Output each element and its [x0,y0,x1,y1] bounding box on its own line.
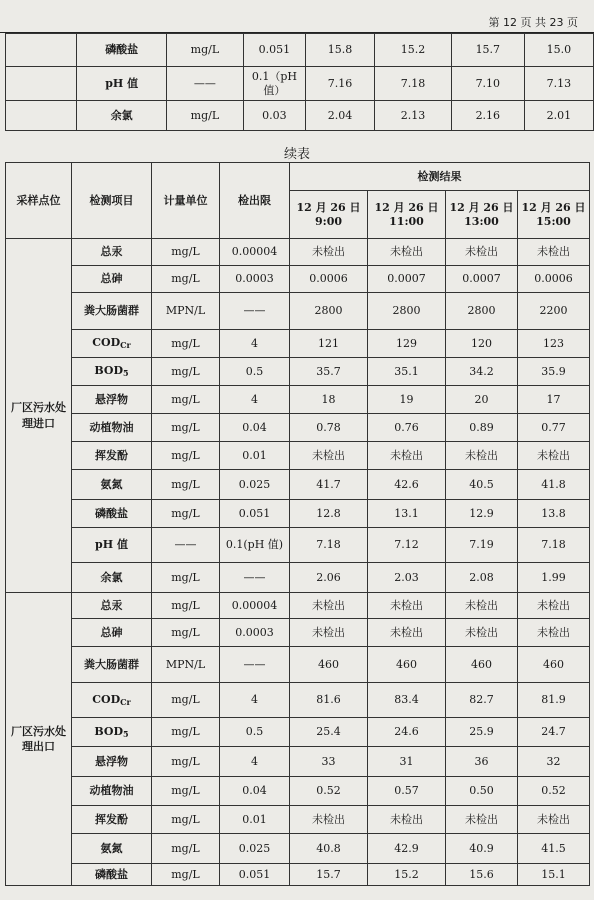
value-cell: 2800 [446,293,518,330]
value-cell: 未检出 [290,442,368,470]
value-cell: 未检出 [518,239,590,266]
value-cell: 未检出 [290,239,368,266]
value-cell: 15.6 [446,864,518,886]
value-cell: 460 [518,647,590,683]
limit-cell: 0.01 [220,442,290,470]
table-row [6,683,590,718]
value-cell: 未检出 [446,806,518,834]
item-cell [72,563,152,593]
value-cell: 0.0006 [518,266,590,293]
page-number-header: 第 12 页 共 23 页 [488,16,578,29]
limit-cell: 0.00004 [220,239,290,266]
value-cell: 24.7 [518,718,590,747]
item-subscript: Cr [120,340,131,351]
unit-cell: mg/L [152,777,220,806]
unit-cell: mg/L [152,747,220,777]
item-cell [77,101,166,131]
item-name: 动植物油 [89,420,134,434]
value-cell: 未检出 [518,442,590,470]
item-name: 挥发酚 [95,812,128,826]
limit-cell: 0.04 [220,414,290,442]
value-cell: 2200 [518,293,590,330]
limit-cell: 0.051 [220,500,290,528]
item-name: pH 值 [95,538,128,552]
limit-cell: 0.0003 [220,619,290,647]
unit-cell: —— [166,67,243,101]
item-cell [72,293,152,330]
value-cell: 未检出 [518,619,590,647]
table-caption: 续表 [283,147,310,162]
item-name: 氨氮 [100,841,123,855]
value-cell: 42.6 [368,470,446,500]
unit-cell: —— [152,528,220,563]
value-cell: 未检出 [368,239,446,266]
item-subscript: 5 [123,368,129,379]
header-clock: 15:00 [536,214,571,228]
table-row [6,358,590,386]
item-cell [72,647,152,683]
item-cell [72,777,152,806]
value-cell: 7.12 [368,528,446,563]
value-cell: 未检出 [518,593,590,619]
item-name: 余氯 [100,570,123,584]
value-cell: 0.52 [290,777,368,806]
unit-cell: mg/L [166,101,243,131]
empty-site-cell [6,67,77,101]
value-cell: 未检出 [368,593,446,619]
unit-cell: mg/L [152,864,220,886]
item-cell [72,239,152,266]
item-cell [72,330,152,358]
unit-cell: mg/L [152,563,220,593]
limit-cell: 0.01 [220,806,290,834]
limit-cell: 0.00004 [220,593,290,619]
value-cell: 7.10 [451,67,524,101]
value-cell: 未检出 [446,593,518,619]
value-cell: 36 [446,747,518,777]
unit-cell: MPN/L [152,293,220,330]
value-cell: 未检出 [368,619,446,647]
table-row [6,806,590,834]
header-time-1 [290,191,368,239]
limit-cell: —— [220,293,290,330]
item-cell [72,528,152,563]
value-cell: 41.5 [518,834,590,864]
table-row [6,777,590,806]
value-cell: 2.04 [305,101,374,131]
value-cell: 7.19 [446,528,518,563]
value-cell: 123 [518,330,590,358]
header-clock: 13:00 [464,214,499,228]
value-cell: 81.9 [518,683,590,718]
empty-site-cell [6,101,77,131]
value-cell: 13.1 [368,500,446,528]
value-cell: 12.9 [446,500,518,528]
value-cell: 15.7 [290,864,368,886]
limit-cell: 0.5 [220,358,290,386]
item-name: 悬浮物 [95,754,128,768]
item-name: COD [92,336,121,350]
value-cell: 0.77 [518,414,590,442]
unit-cell: mg/L [152,683,220,718]
value-cell: 40.8 [290,834,368,864]
value-cell: 未检出 [368,442,446,470]
header-limit: 检出限 [220,163,290,239]
header-date: 12 月 26 日 [296,201,361,215]
empty-site-cell [6,34,77,67]
value-cell: 19 [368,386,446,414]
unit-cell: mg/L [152,442,220,470]
header-time-4 [518,191,590,239]
limit-cell: 4 [220,747,290,777]
limit-cell: —— [220,647,290,683]
header-time-3 [446,191,518,239]
item-name: 磷酸盐 [105,43,139,57]
item-name: 氨氮 [100,477,123,491]
limit-cell: 0.03 [243,101,305,131]
value-cell: 12.8 [290,500,368,528]
header-date: 12 月 26 日 [374,201,439,215]
table-row [6,470,590,500]
value-cell: 2.01 [524,101,593,131]
value-cell: 35.9 [518,358,590,386]
item-cell [77,67,166,101]
limit-cell: 0.025 [220,470,290,500]
value-cell: 0.0007 [368,266,446,293]
value-cell: 120 [446,330,518,358]
header-date: 12 月 26 日 [449,201,514,215]
value-cell: 121 [290,330,368,358]
item-cell [72,747,152,777]
item-name: 磷酸盐 [95,867,128,881]
value-cell: 2.16 [451,101,524,131]
table-row [6,386,590,414]
value-cell: 35.7 [290,358,368,386]
header-date: 12 月 26 日 [521,201,586,215]
item-name: 动植物油 [89,784,134,798]
value-cell: 35.1 [368,358,446,386]
value-cell: 129 [368,330,446,358]
unit-cell: mg/L [152,619,220,647]
value-cell: 83.4 [368,683,446,718]
item-name: 余氯 [110,108,133,122]
header-clock: 9:00 [314,214,343,228]
item-cell [72,806,152,834]
limit-cell: 0.025 [220,834,290,864]
value-cell: 40.9 [446,834,518,864]
item-cell [72,593,152,619]
continued-table-top [5,33,594,131]
value-cell: 7.18 [290,528,368,563]
value-cell: 25.4 [290,718,368,747]
unit-cell: mg/L [152,470,220,500]
item-cell [72,718,152,747]
table-row [6,593,590,619]
table-row [6,293,590,330]
table-row [6,647,590,683]
value-cell: 0.76 [368,414,446,442]
item-name: 磷酸盐 [95,506,128,520]
value-cell: 15.0 [524,34,593,67]
results-table [5,162,590,886]
value-cell: 33 [290,747,368,777]
limit-cell: 4 [220,330,290,358]
item-cell [72,386,152,414]
value-cell: 0.89 [446,414,518,442]
item-cell [72,683,152,718]
item-cell [72,266,152,293]
unit-cell: MPN/L [152,647,220,683]
item-name: 总砷 [100,272,123,286]
item-name: 挥发酚 [95,448,128,462]
value-cell: 15.2 [375,34,452,67]
item-name: 总砷 [100,625,123,639]
header-item: 检测项目 [72,163,152,239]
value-cell: 0.78 [290,414,368,442]
item-cell [72,619,152,647]
unit-cell: mg/L [152,806,220,834]
value-cell: 7.13 [524,67,593,101]
value-cell: 20 [446,386,518,414]
value-cell: 2800 [290,293,368,330]
table-row [6,442,590,470]
value-cell: 0.50 [446,777,518,806]
value-cell: 460 [446,647,518,683]
table-row [6,834,590,864]
value-cell: 未检出 [290,806,368,834]
unit-cell: mg/L [152,266,220,293]
value-cell: 32 [518,747,590,777]
value-cell: 13.8 [518,500,590,528]
item-name: 总汞 [100,245,123,259]
table-row [6,718,590,747]
site-cell: 厂区污水处理进口 [6,239,72,593]
value-cell: 41.8 [518,470,590,500]
limit-cell: 0.1(pH 值) [220,528,290,563]
value-cell: 2.06 [290,563,368,593]
item-name: 悬浮物 [95,392,128,406]
table-row [6,34,594,67]
item-cell [72,414,152,442]
header-clock: 11:00 [389,214,424,228]
header-results: 检测结果 [290,163,590,191]
limit-cell: 0.051 [243,34,305,67]
item-cell [72,834,152,864]
value-cell: 未检出 [518,806,590,834]
table-row [6,864,590,886]
value-cell: 7.18 [375,67,452,101]
unit-cell: mg/L [166,34,243,67]
value-cell: 31 [368,747,446,777]
value-cell: 2.03 [368,563,446,593]
item-subscript: Cr [120,696,131,707]
value-cell: 未检出 [446,239,518,266]
table-row [6,266,590,293]
limit-cell: —— [220,563,290,593]
value-cell: 1.99 [518,563,590,593]
value-cell: 2800 [368,293,446,330]
value-cell: 41.7 [290,470,368,500]
item-name: pH 值 [105,76,139,90]
limit-cell: 0.051 [220,864,290,886]
unit-cell: mg/L [152,386,220,414]
value-cell: 2.13 [375,101,452,131]
header-site: 采样点位 [6,163,72,239]
table-row [6,330,590,358]
unit-cell: mg/L [152,718,220,747]
value-cell: 15.8 [305,34,374,67]
limit-cell: 4 [220,386,290,414]
table-row [6,67,594,101]
value-cell: 7.16 [305,67,374,101]
value-cell: 82.7 [446,683,518,718]
unit-cell: mg/L [152,358,220,386]
value-cell: 15.1 [518,864,590,886]
value-cell: 34.2 [446,358,518,386]
value-cell: 未检出 [290,593,368,619]
item-cell [72,500,152,528]
table-row [6,563,590,593]
limit-cell: 0.5 [220,718,290,747]
unit-cell: mg/L [152,239,220,266]
value-cell: 18 [290,386,368,414]
table-row [6,528,590,563]
site-cell: 厂区污水处理出口 [6,593,72,886]
limit-cell: 0.1（pH 值） [243,67,305,101]
value-cell: 未检出 [290,619,368,647]
table-row [6,619,590,647]
item-subscript: 5 [123,728,129,739]
unit-cell: mg/L [152,593,220,619]
limit-cell: 4 [220,683,290,718]
value-cell: 0.57 [368,777,446,806]
value-cell: 未检出 [446,442,518,470]
value-cell: 未检出 [446,619,518,647]
unit-cell: mg/L [152,414,220,442]
value-cell: 0.0006 [290,266,368,293]
item-cell [77,34,166,67]
value-cell: 15.2 [368,864,446,886]
limit-cell: 0.0003 [220,266,290,293]
value-cell: 40.5 [446,470,518,500]
value-cell: 42.9 [368,834,446,864]
value-cell: 0.52 [518,777,590,806]
table-row [6,414,590,442]
unit-cell: mg/L [152,330,220,358]
value-cell: 17 [518,386,590,414]
value-cell: 81.6 [290,683,368,718]
item-name: 总汞 [100,598,123,612]
table-row [6,239,590,266]
value-cell: 未检出 [368,806,446,834]
item-name: BOD [94,364,124,378]
item-name: COD [92,692,121,706]
item-name: 粪大肠菌群 [84,657,139,671]
value-cell: 15.7 [451,34,524,67]
table-row [6,101,594,131]
value-cell: 0.0007 [446,266,518,293]
value-cell: 460 [368,647,446,683]
value-cell: 25.9 [446,718,518,747]
header-time-2 [368,191,446,239]
unit-cell: mg/L [152,500,220,528]
table-row [6,500,590,528]
header-unit: 计量单位 [152,163,220,239]
item-cell [72,358,152,386]
item-name: 粪大肠菌群 [84,304,139,318]
item-name: BOD [94,724,124,738]
item-cell [72,442,152,470]
unit-cell: mg/L [152,834,220,864]
value-cell: 2.08 [446,563,518,593]
limit-cell: 0.04 [220,777,290,806]
item-cell [72,864,152,886]
table-row [6,747,590,777]
value-cell: 7.18 [518,528,590,563]
item-cell [72,470,152,500]
value-cell: 460 [290,647,368,683]
value-cell: 24.6 [368,718,446,747]
